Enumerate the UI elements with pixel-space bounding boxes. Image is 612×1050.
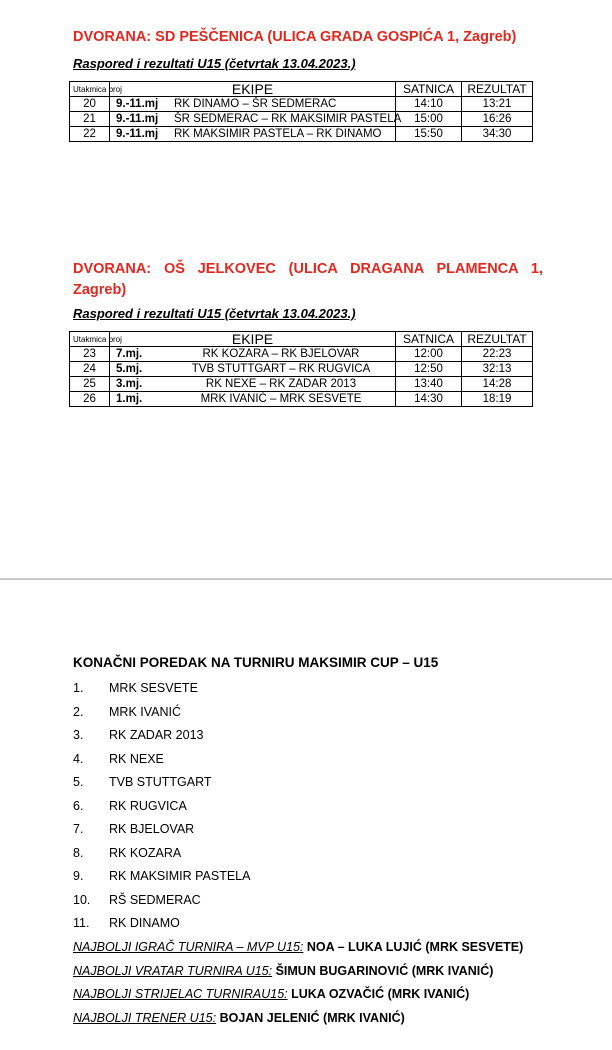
placement-label: 1.mj. bbox=[116, 392, 143, 405]
table-header-row bbox=[70, 82, 533, 97]
placement-label: 9.-11.mj bbox=[116, 127, 159, 140]
match-teams: RK MAKSIMIR PASTELA – RK DINAMO bbox=[174, 127, 382, 140]
col-header-result: REZULTAT bbox=[462, 332, 533, 347]
table-row bbox=[70, 362, 533, 377]
standing-rank: 6. bbox=[73, 798, 84, 813]
award-winner: NOA – LUKA LUJIĆ (MRK SESVETE) bbox=[303, 940, 524, 954]
list-item bbox=[73, 678, 250, 702]
hall2-title: DVORANA: OŠ JELKOVEC (ULICA DRAGANA PLAMENCA 1, Zagreb) bbox=[73, 261, 543, 298]
hall1-games-table bbox=[69, 81, 533, 142]
award-item bbox=[73, 984, 523, 1008]
award-label: NAJBOLJI TRENER U15: bbox=[73, 1010, 217, 1025]
match-result: 22:23 bbox=[462, 347, 533, 362]
list-item bbox=[73, 866, 250, 890]
list-item bbox=[73, 702, 250, 726]
match-number: 22 bbox=[70, 127, 110, 142]
col-header-result: REZULTAT bbox=[462, 82, 533, 97]
final-standings-title: KONAČNI POREDAK NA TURNIRU MAKSIMIR CUP – U15 bbox=[73, 655, 439, 670]
match-teams-cell bbox=[110, 362, 396, 377]
standing-team: RK NEXE bbox=[109, 751, 164, 766]
standing-rank: 4. bbox=[73, 751, 84, 766]
award-label: NAJBOLJI STRIJELAC TURNIRAU15: bbox=[73, 987, 288, 1001]
col-header-time: SATNICA bbox=[396, 82, 462, 97]
match-number: 24 bbox=[70, 362, 110, 377]
standing-team: RŠ SEDMERAC bbox=[109, 892, 201, 907]
match-time: 12:50 bbox=[396, 362, 462, 377]
table-header-row bbox=[70, 332, 533, 347]
match-teams-cell bbox=[110, 377, 396, 392]
match-teams: ŠR SEDMERAC – RK MAKSIMIR PASTELA bbox=[174, 112, 402, 125]
table-row bbox=[70, 392, 533, 407]
standing-rank: 2. bbox=[73, 704, 84, 719]
award-label: NAJBOLJI IGRAČ TURNIRA – MVP U15: bbox=[73, 940, 304, 954]
standing-rank: 7. bbox=[73, 822, 84, 836]
list-item bbox=[73, 772, 250, 796]
col-header-teams: EKIPE bbox=[110, 82, 396, 97]
award-item bbox=[73, 961, 523, 985]
standing-team: TVB STUTTGART bbox=[109, 775, 212, 789]
match-time: 14:30 bbox=[396, 392, 462, 407]
standing-rank: 3. bbox=[73, 728, 84, 742]
hall2-schedule-title: Raspored i rezultati U15 (četvrtak 13.04.2023.) bbox=[73, 306, 356, 321]
list-item bbox=[73, 749, 250, 773]
award-winner: ŠIMUN BUGARINOVIĆ (MRK IVANIĆ) bbox=[272, 963, 494, 978]
match-result: 18:19 bbox=[462, 392, 533, 407]
standing-team: MRK SESVETE bbox=[109, 681, 198, 695]
table-row bbox=[70, 112, 533, 127]
hall1-title: DVORANA: SD PEŠČENICA (ULICA GRADA GOSPIĆA 1, Zagreb) bbox=[73, 29, 517, 45]
match-result: 16:26 bbox=[462, 112, 533, 127]
list-item bbox=[73, 819, 250, 843]
standing-team: MRK IVANIĆ bbox=[109, 704, 181, 719]
match-result: 32:13 bbox=[462, 362, 533, 377]
match-time: 14:10 bbox=[396, 97, 462, 112]
placement-label: 3.mj. bbox=[116, 377, 143, 390]
table-row bbox=[70, 347, 533, 362]
match-result: 34:30 bbox=[462, 127, 533, 142]
match-teams: RK KOZARA – RK BJELOVAR bbox=[202, 347, 360, 360]
match-teams-cell bbox=[110, 112, 402, 127]
award-item bbox=[73, 1008, 523, 1032]
standing-team: RK KOZARA bbox=[109, 845, 182, 860]
standing-team: RK ZADAR 2013 bbox=[109, 728, 204, 742]
col-header-teams: EKIPE bbox=[110, 332, 396, 347]
standing-rank: 5. bbox=[73, 775, 84, 789]
match-teams: MRK IVANIĆ – MRK SESVETE bbox=[200, 392, 362, 405]
placement-label: 9.-11.mj bbox=[116, 112, 159, 125]
section-divider bbox=[0, 578, 612, 580]
standing-team: RK DINAMO bbox=[109, 916, 180, 930]
match-teams: TVB STUTTGART – RK RUGVICA bbox=[191, 362, 371, 375]
list-item bbox=[73, 725, 250, 749]
standing-rank: 10. bbox=[73, 892, 91, 907]
list-item bbox=[73, 890, 250, 914]
match-teams-cell bbox=[110, 97, 396, 112]
match-number: 23 bbox=[70, 347, 110, 362]
match-time: 15:00 bbox=[396, 112, 462, 127]
match-number: 20 bbox=[70, 97, 110, 112]
list-item bbox=[73, 913, 250, 937]
match-time: 12:00 bbox=[396, 347, 462, 362]
standing-rank: 9. bbox=[73, 869, 84, 883]
placement-label: 7.mj. bbox=[116, 347, 143, 360]
table-row bbox=[70, 97, 533, 112]
hall2-games-table bbox=[69, 331, 533, 407]
award-winner: LUKA OZVAČIĆ (MRK IVANIĆ) bbox=[287, 987, 470, 1001]
standing-rank: 11. bbox=[73, 916, 90, 930]
match-teams-cell bbox=[110, 127, 396, 142]
award-item bbox=[73, 937, 523, 961]
match-time: 13:40 bbox=[396, 377, 462, 392]
standing-team: RK RUGVICA bbox=[109, 798, 187, 813]
final-standings-list bbox=[73, 678, 250, 937]
match-time: 15:50 bbox=[396, 127, 462, 142]
match-result: 13:21 bbox=[462, 97, 533, 112]
match-teams: RK DINAMO – ŠR SEDMERAC bbox=[174, 97, 337, 110]
standing-rank: 8. bbox=[73, 845, 84, 860]
list-item bbox=[73, 843, 250, 867]
match-number: 21 bbox=[70, 112, 110, 127]
placement-label: 5.mj. bbox=[116, 362, 143, 375]
match-result: 14:28 bbox=[462, 377, 533, 392]
standing-team: RK MAKSIMIR PASTELA bbox=[109, 869, 251, 883]
match-teams-cell bbox=[110, 392, 396, 407]
standing-team: RK BJELOVAR bbox=[109, 822, 195, 836]
table-row bbox=[70, 377, 533, 392]
hall1-schedule-title: Raspored i rezultati U15 (četvrtak 13.04.2023.) bbox=[73, 56, 356, 71]
match-number: 26 bbox=[70, 392, 110, 407]
col-header-match-no: Utakmica broj bbox=[70, 82, 110, 97]
table-row bbox=[70, 127, 533, 142]
placement-label: 9.-11.mj bbox=[116, 97, 159, 110]
col-header-time: SATNICA bbox=[396, 332, 462, 347]
col-header-match-no: Utakmica broj bbox=[70, 332, 110, 347]
list-item bbox=[73, 796, 250, 820]
match-number: 25 bbox=[70, 377, 110, 392]
award-winner: BOJAN JELENIĆ (MRK IVANIĆ) bbox=[216, 1010, 405, 1025]
match-teams: RK NEXE – RK ZADAR 2013 bbox=[205, 377, 357, 390]
standing-rank: 1. bbox=[73, 681, 84, 695]
match-teams-cell bbox=[110, 347, 396, 362]
award-label: NAJBOLJI VRATAR TURNIRA U15: bbox=[73, 963, 273, 978]
awards-list bbox=[73, 937, 523, 1031]
